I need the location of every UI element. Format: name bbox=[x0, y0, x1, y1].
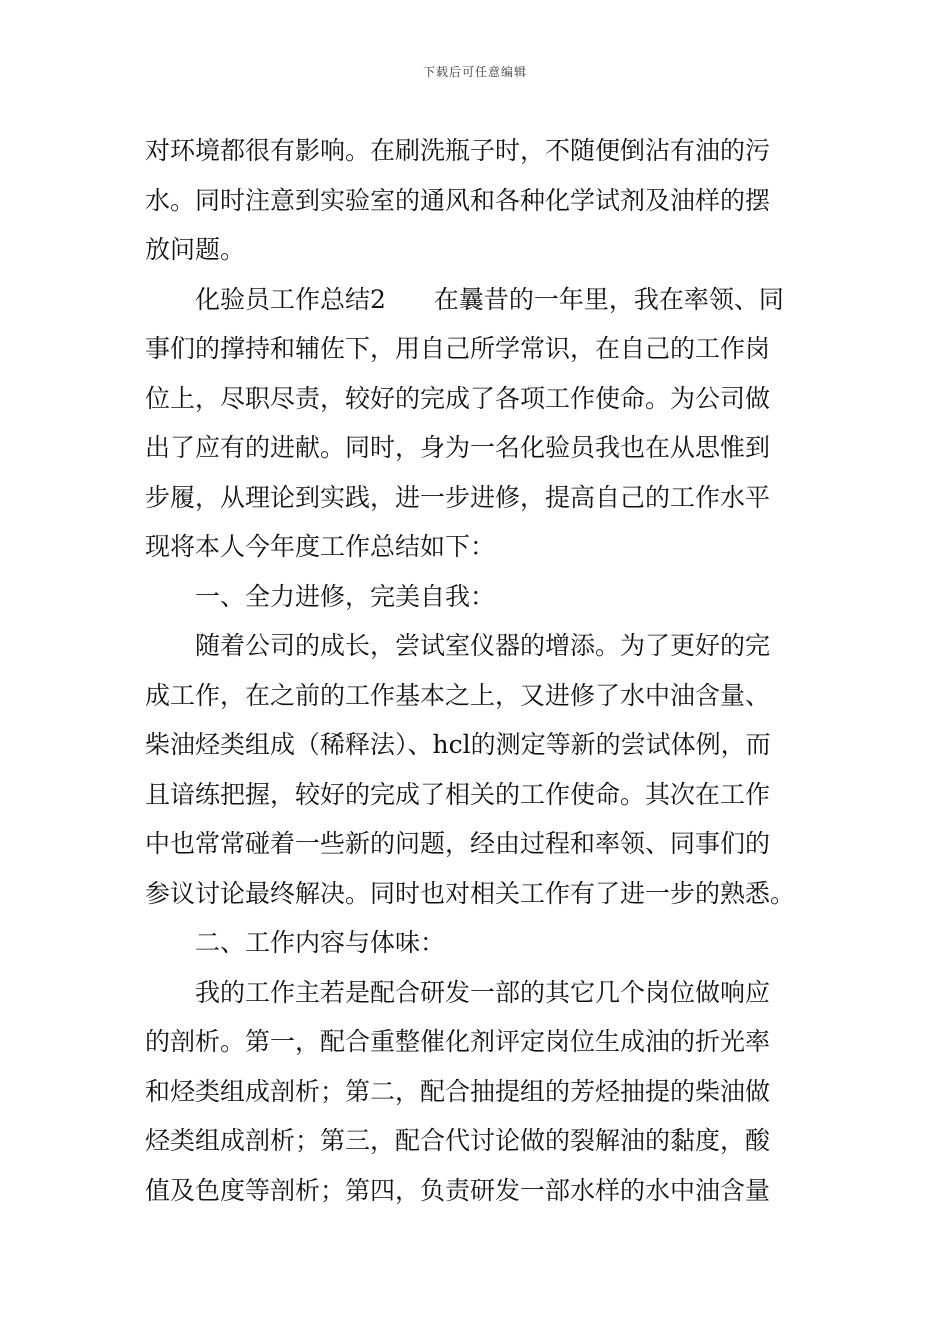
section-title-line bbox=[145, 275, 810, 325]
text-line: 烃类组成剖析；第三，配合代讨论做的裂解油的黏度，酸 bbox=[145, 1126, 771, 1155]
section-title: 化验员工作总结2 bbox=[195, 284, 386, 314]
text-line: 的剖析。第一，配合重整催化剂评定岗位生成油的折光率 bbox=[145, 1027, 771, 1056]
text-line: 柴油烃类组成（稀释法）、hcl的测定等新的尝试体例，而 bbox=[145, 730, 771, 759]
heading-line: 一、全力进修，完美自我： bbox=[195, 581, 496, 611]
text-line: 随着公司的成长，尝试室仪器的增添。为了更好的完 bbox=[195, 631, 771, 660]
text-line: 中也常常碰着一些新的问题，经由过程和率领、同事们的 bbox=[145, 829, 771, 858]
text-line: 和烃类组成剖析；第二，配合抽提组的芳烃抽提的柴油做 bbox=[145, 1076, 771, 1106]
heading-line: 二、工作内容与体味： bbox=[195, 928, 446, 957]
text-line: 且谙练把握，较好的完成了相关的工作使命。其次在工作 bbox=[145, 779, 771, 809]
text-line: 值及色度等剖析；第四，负责研发一部水样的水中油含量 bbox=[145, 1175, 771, 1205]
text-line: 放问题。 bbox=[145, 235, 246, 264]
text-line: 在曩昔的一年里，我在率领、同 bbox=[433, 284, 784, 314]
text-line: 我的工作主若是配合研发一部的其它几个岗位做响应 bbox=[195, 977, 771, 1007]
text-line: 位上，尽职尽责，较好的完成了各项工作使命。为公司做 bbox=[145, 383, 771, 413]
text-line: 成工作，在之前的工作基本之上，又进修了水中油含量、 bbox=[145, 680, 771, 710]
text-line: 对环境都很有影响。在刷洗瓶子时，不随便倒沾有油的污 bbox=[145, 136, 771, 165]
text-line: 水。同时注意到实验室的通风和各种化学试剂及油样的摆 bbox=[145, 185, 771, 215]
text-line: 出了应有的进献。同时，身为一名化验员我也在从思惟到 bbox=[145, 433, 771, 462]
document-body bbox=[145, 126, 810, 1215]
text-line: 步履，从理论到实践，进一步进修，提高自己的工作水平 bbox=[145, 482, 771, 512]
text-line: 现将本人今年度工作总结如下： bbox=[145, 532, 496, 561]
text-line: 参议讨论最终解决。同时也对相关工作有了进一步的熟悉。 bbox=[145, 878, 796, 908]
text-line: 事们的撑持和辅佐下，用自己所学常识，在自己的工作岗 bbox=[145, 334, 771, 363]
page-header: 下载后可任意编辑 bbox=[422, 65, 527, 79]
